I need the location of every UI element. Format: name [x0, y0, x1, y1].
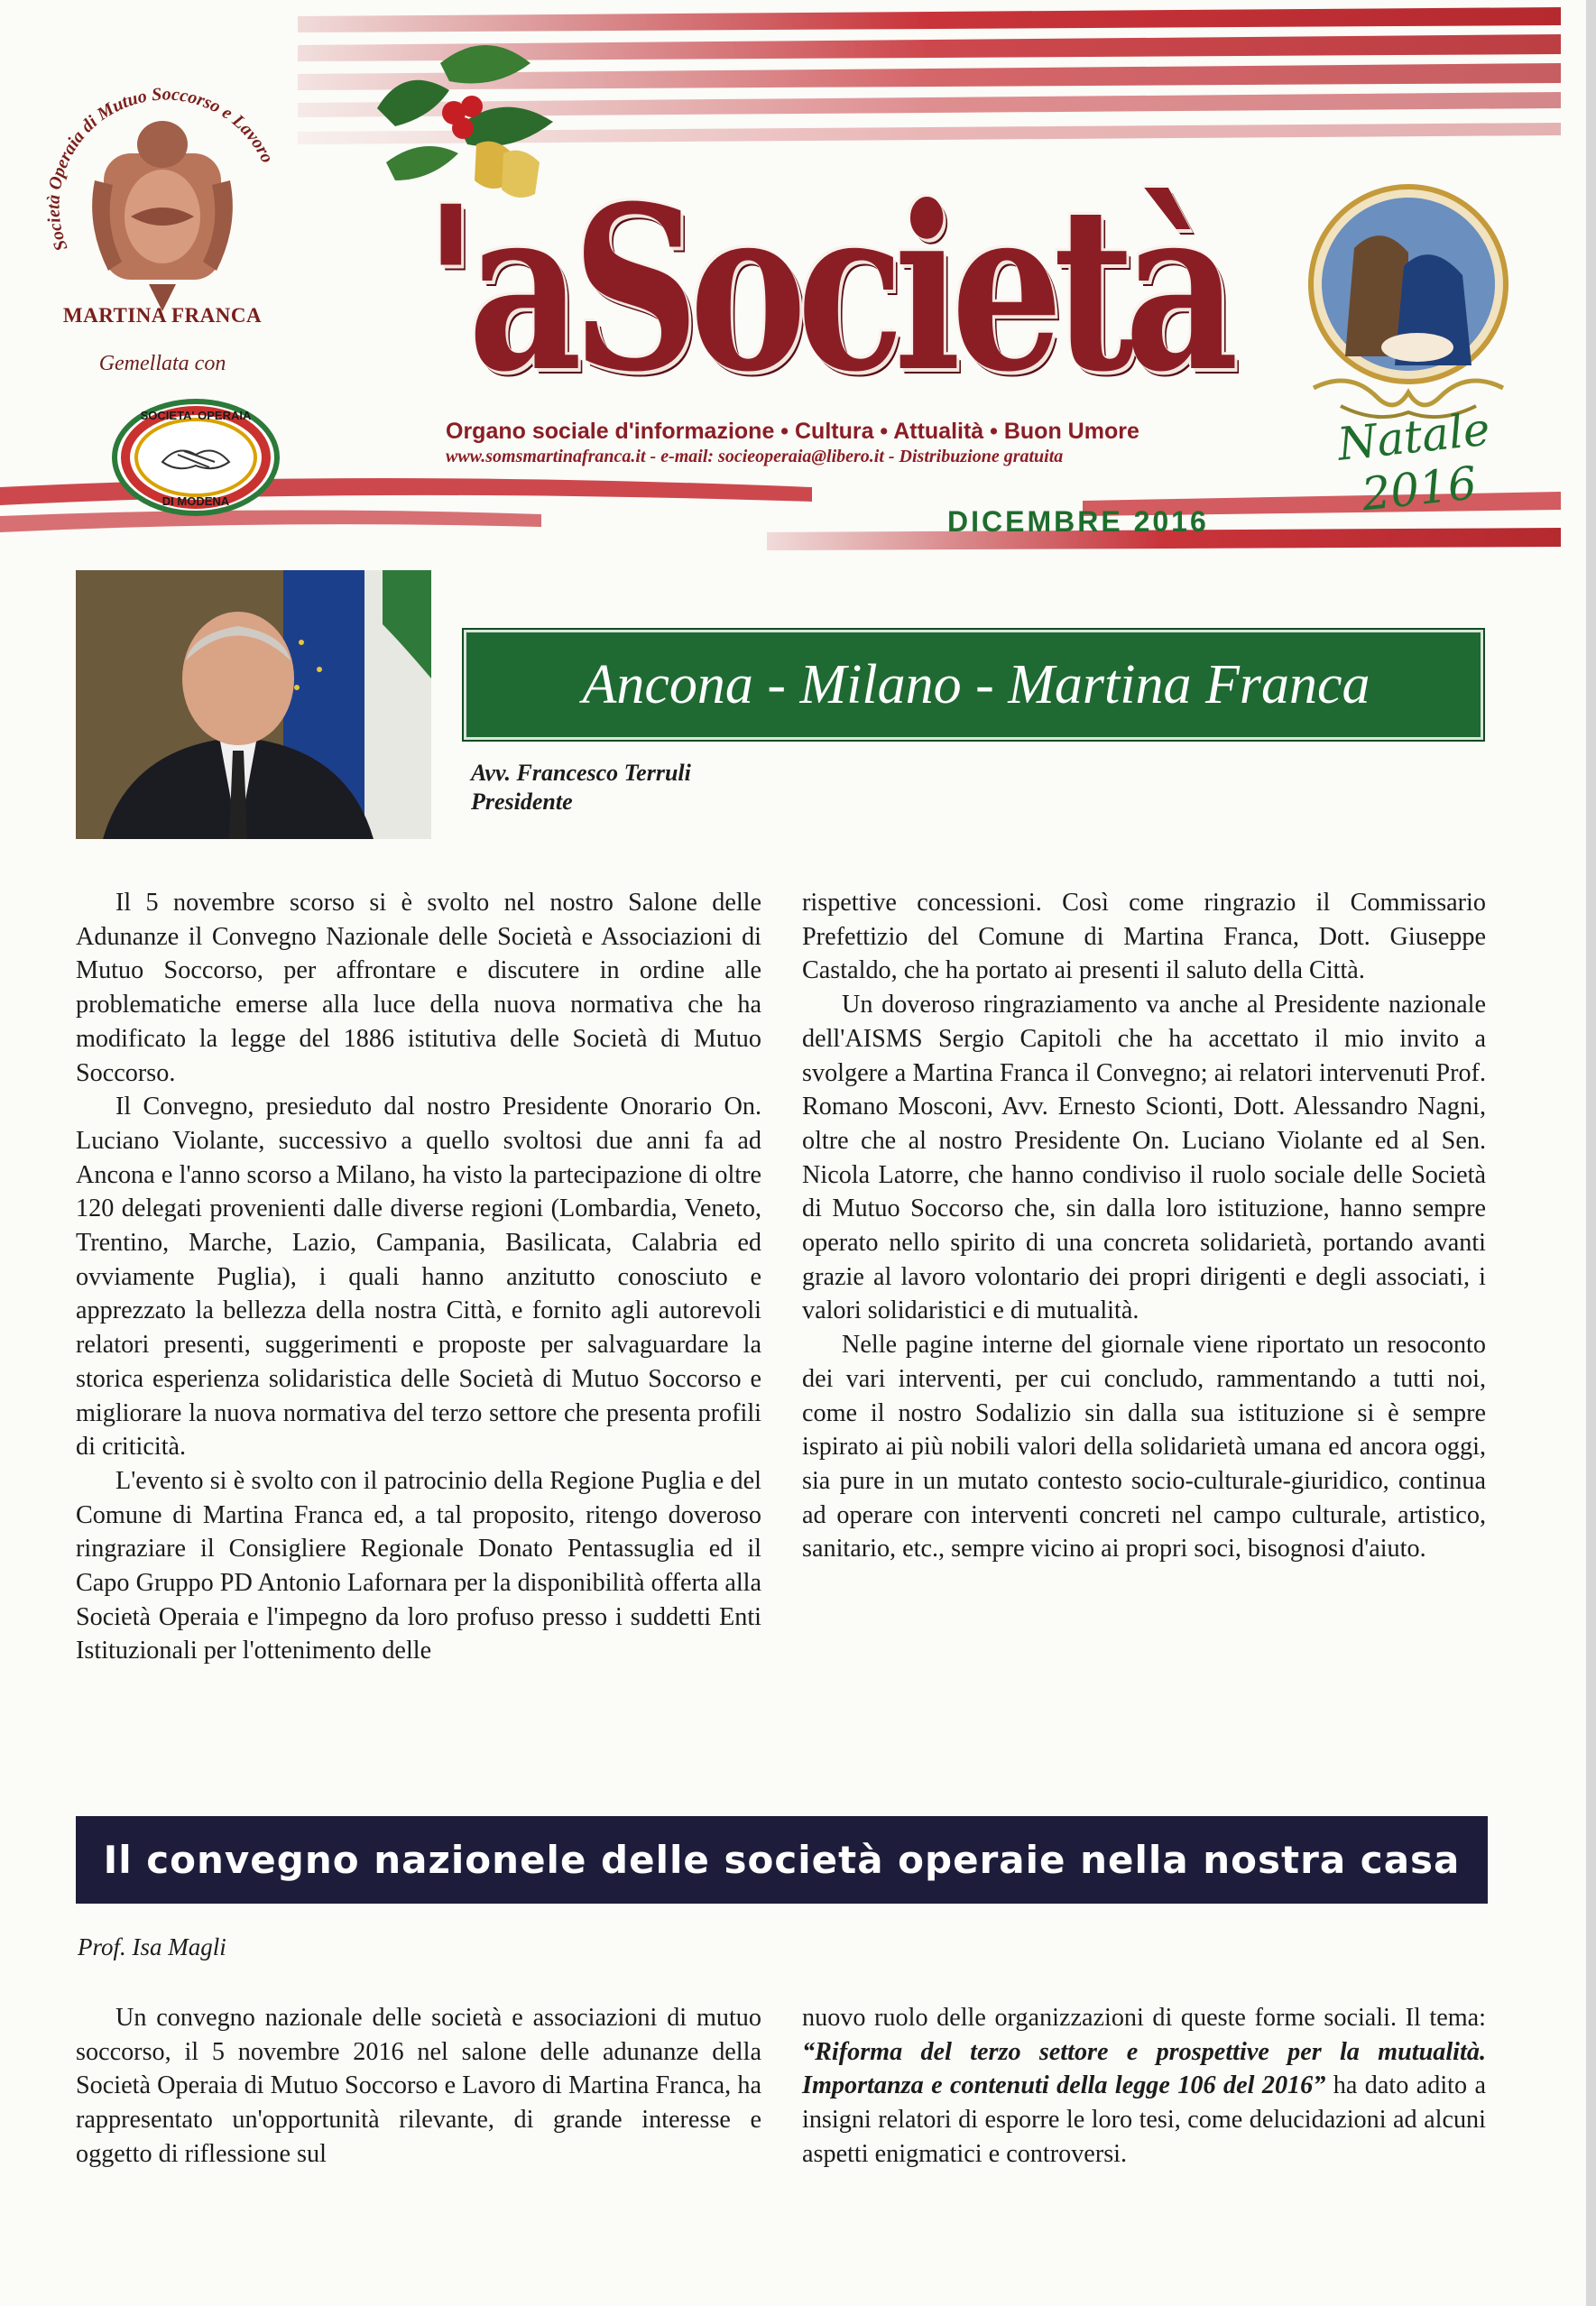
crest-icon — [86, 117, 239, 316]
handshake-icon — [110, 390, 281, 525]
theme-quote: “Riforma del terzo settore e prospettive per la mutualità. Importanza e contenuti della legge 106 del 2016” — [802, 2037, 1486, 2100]
logo-ring-text: Società Operaia di Mutuo Soccorso e Lavoro — [43, 84, 278, 254]
paragraph: L'evento si è svolto con il patrocinio della Regione Puglia e del Comune di Martina Franca ed, a tal proposito, ritengo doveroso ringraziare il Consigliere Regionale Donato Pentassuglia ed il Capo Gruppo PD Antonio Lafornara per la disponibilità offerta alla Società Operaia e l'impegno da loro profuso presso i suddetti Enti Istituzionali per l'ottenimento delle — [76, 1466, 761, 1665]
paragraph — [802, 2001, 1486, 2172]
paragraph: Il 5 novembre scorso si è svolto nel nostro Salone delle Adunanze il Convegno Nazionale delle Società e Associazioni di Mutuo Soccorso, per affrontare e discutere in ordine alle problematiche emerse alla luce della nuova normativa che ha modificato la legge del 1886 istitutiva delle Società di Mutuo Soccorso. — [76, 889, 761, 1087]
president-photo — [76, 570, 431, 839]
second-headline: Il convegno nazionele delle società operaie nella nostra casa — [103, 1838, 1461, 1882]
twin-name-bottom: DI MODENA — [161, 494, 230, 508]
paragraph: Il Convegno, presieduto dal nostro Presidente Onorario On. Luciano Violante, successivo a quello svoltosi due anni fa ad Ancona e l'anno scorso a Milano, ha visto la partecipazione di oltre 120 delegati provenienti dalle diverse regioni (Lombardia, Veneto, Trentino, Marche, Lazio, Campania, Basilicata, Calabria ed ovviamente Puglia), i quali hanno anzitutto conosciuto e apprezzato la bellezza della nostra Città, e fornito agli autorevoli relatori presenti, suggerimenti e proposte per salvaguardare la storica esperienza solidaristica delle Società di Mutuo Soccorso e migliorare la nuova normativa del terzo settore che presenta profili di criticità. — [76, 1093, 761, 1462]
lead-headline: Ancona - Milano - Martina Franca — [582, 654, 1370, 715]
second-column-right — [802, 2001, 1486, 2172]
second-column-left — [76, 2001, 761, 2172]
masthead-title: 'aSocietà — [424, 156, 1229, 421]
paragraph: Un convegno nazionale delle società e associazioni di mutuo soccorso, il 5 novembre 2016 nel salone delle adunanze della Società Operaia di Mutuo Soccorso e Lavoro di Martina Franca, ha rappresentato un'opportunità rilevante, di grande interesse e oggetto di riflessione sul — [76, 2004, 761, 2168]
twin-name-top: SOCIETA' OPERAIA — [140, 409, 252, 422]
text-run: ha dato adito a insigni relatori di esporre le loro tesi, come delucidazioni ad alcuni aspetti enigmatici e controversi. — [802, 2071, 1486, 2168]
lead-headline-box — [464, 630, 1483, 740]
society-logo — [27, 54, 298, 523]
masthead-web: www.somsmartinafranca.it - e-mail: socieoperaia@libero.it - Distribuzione gratuita — [446, 447, 1064, 466]
logo-city: MARTINA FRANCA — [62, 304, 263, 327]
text-run: nuovo ruolo delle organizzazioni di queste forme sociali. Il tema: — [802, 2004, 1486, 2032]
masthead — [0, 0, 1596, 559]
twinned-label: Gemellata con — [98, 352, 226, 375]
paragraph: Nelle pagine interne del giornale viene riportato un resoconto dei vari interventi, per cui concludo, rammentando a tutti noi, come il nostro Sodalizio sin dalla sua istituzione si è sempre ispirato ai più nobili valori della solidarietà umana ed ancora oggi, sia pure in un mutato contesto socio-culturale-giuridico, continua ad operare con interventi concreti nel campo culturale, artistico, sanitario, etc., sempre vicino ai propri soci, bisognosi d'aiuto. — [802, 1331, 1486, 1563]
second-headline-band — [76, 1816, 1488, 1904]
lead-author: Avv. Francesco Terruli — [471, 760, 691, 786]
paragraph: rispettive concessioni. Così come ringrazio il Commissario Prefettizio del Comune di Martina Franca, Dott. Giuseppe Castaldo, che ha portato ai presenti il saluto della Città. — [802, 889, 1486, 985]
paragraph: Un doveroso ringraziamento va anche al Presidente nazionale dell'AISMS Sergio Capitoli che ha accettato il mio invito a svolgere a Martina Franca il Convegno; ai relatori intervenuti Prof. Romano Mosconi, Avv. Ernesto Scionti, Dott. Alessandro Nagni, oltre che al nostro Presidente On. Luciano Violante ed al Sen. Nicola Latorre, che hanno condiviso il ruolo sociale delle Società di Mutuo Soccorso che, sin dalla loro istituzione, hanno sempre operato nello spirito di una concreta solidarietà, portando avanti grazie al lavoro volontario dei propri dirigenti e degli associati, i valori solidaristici e di mutualità. — [802, 991, 1486, 1325]
page-edge — [1586, 0, 1596, 2306]
lead-column-left — [76, 886, 761, 1668]
edition-label: Natale 2016 — [1334, 402, 1493, 521]
lead-author-role: Presidente — [471, 789, 573, 815]
masthead-tagline: Organo sociale d'informazione • Cultura • Attualità • Buon Umore — [446, 419, 1139, 444]
second-author: Prof. Isa Magli — [78, 1933, 226, 1960]
issue-date: DICEMBRE 2016 — [947, 505, 1209, 538]
lead-column-right — [802, 886, 1486, 1566]
